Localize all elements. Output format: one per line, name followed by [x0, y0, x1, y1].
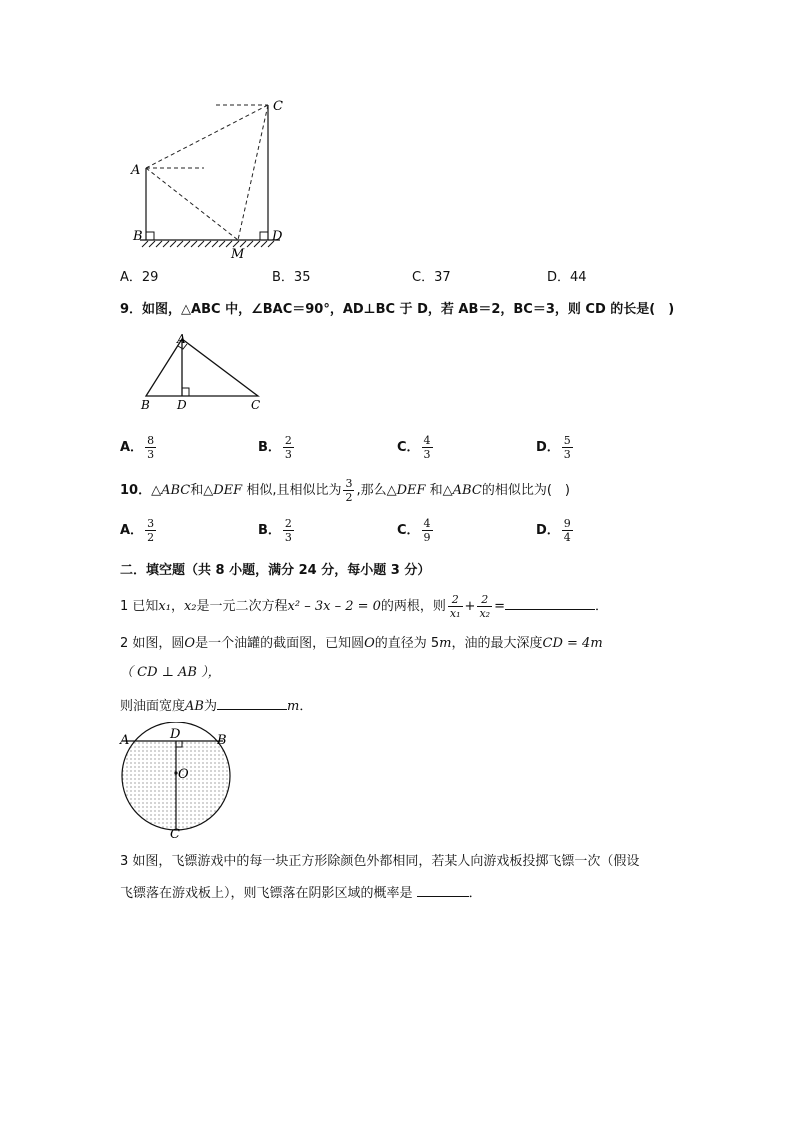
q8-label-m: M	[231, 247, 245, 262]
fill3-answer-blank[interactable]	[417, 884, 469, 897]
q9-question: 9．如图，△ABC 中，∠BAC＝90°，AD⊥BC 于 D，若 AB＝2，BC＝3，则 CD 的长是( )	[120, 302, 675, 317]
fill1-question: 1 已知x₁，x₂是一元二次方程x² – 3x – 2 = 0的两根，则 $\frac{2}{\text{x₁}}$ + $\frac{2}{\text{x₂}}$ = ．	[120, 593, 608, 620]
q10-option-b[interactable]: B． $\frac{2}{3}$	[258, 517, 292, 544]
fill2-label-d: D	[170, 727, 181, 742]
q9-figure	[138, 333, 268, 413]
fill2-line1: 2 如图，圆O是一个油罐的截面图，已知圆O的直径为 5m，油的最大深度CD = 4m	[120, 636, 603, 651]
fill2-answer-blank[interactable]	[217, 697, 287, 710]
q9-option-d[interactable]: D． $\frac{5}{3}$	[536, 434, 571, 461]
q8-label-d: D	[272, 229, 283, 244]
fill2-line2: （ CD ⊥ AB ），	[120, 665, 221, 680]
q8-option-b[interactable]: B．35	[272, 270, 311, 285]
fill3-line2: 飞镖落在游戏板上），则飞镖落在阴影区域的概率是 ．	[120, 886, 482, 901]
q8-label-b: B	[133, 229, 143, 244]
fill2-line3: 则油面宽度AB为 m．	[120, 699, 313, 714]
q9-option-b[interactable]: B． $\frac{2}{3}$	[258, 434, 292, 461]
fill2-label-c: C	[170, 827, 180, 842]
q8-option-d[interactable]: D．44	[547, 270, 587, 285]
q8-option-a[interactable]: A．29	[120, 270, 159, 285]
fill3-line1: 3 如图，飞镖游戏中的每一块正方形除颜色外都相同，若某人向游戏板投掷飞镖一次（假设	[120, 854, 640, 869]
fill2-label-a: A	[120, 733, 130, 748]
q10-option-c[interactable]: C． $\frac{4}{9}$	[397, 517, 431, 544]
q9-label-c: C	[251, 398, 261, 412]
q9-label-a: A	[177, 333, 186, 346]
q10-option-a[interactable]: A． $\frac{3}{2}$	[120, 517, 155, 544]
fill2-label-o: O	[178, 767, 189, 782]
q8-figure	[118, 92, 298, 262]
q9-label-b: B	[141, 398, 150, 412]
fill1-answer-blank[interactable]	[505, 597, 595, 610]
q9-option-a[interactable]: A． $\frac{8}{3}$	[120, 434, 155, 461]
q8-label-a: A	[131, 163, 141, 178]
q8-label-c: C	[273, 99, 283, 114]
fill2-label-b: B	[217, 733, 227, 748]
q9-label-d: D	[177, 398, 187, 412]
q10-question: 10．△ABC和△DEF 相似,且相似比为 $\frac{3}{2}$ ,那么△DEF 和△ABC的相似比为( )	[120, 477, 570, 504]
section2-heading: 二．填空题（共 8 小题，满分 24 分，每小题 3 分）	[120, 563, 431, 578]
q10-option-d[interactable]: D． $\frac{9}{4}$	[536, 517, 571, 544]
q9-option-c[interactable]: C． $\frac{4}{3}$	[397, 434, 431, 461]
q8-option-c[interactable]: C．37	[412, 270, 451, 285]
fill2-figure	[114, 722, 244, 842]
